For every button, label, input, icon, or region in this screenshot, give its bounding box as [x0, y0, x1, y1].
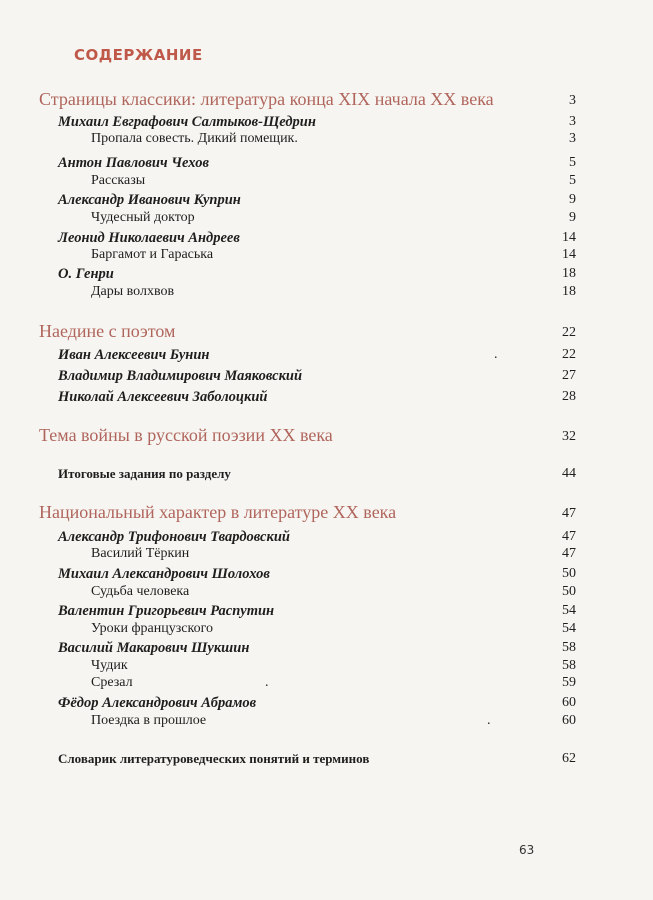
section-title: Национальный характер в литературе XX века [39, 502, 397, 522]
page-number: 28 [562, 389, 576, 404]
toc-work [0, 713, 653, 733]
toc-work [0, 621, 653, 641]
toc-extra [0, 466, 653, 486]
toc-work [0, 131, 653, 151]
stray-dot: . [487, 713, 491, 728]
page-number: 3 [569, 131, 576, 146]
page-number: 32 [562, 429, 576, 444]
author-name: Валентин Григорьевич Распутин [58, 603, 275, 619]
author-name: Михаил Евграфович Салтыков-Щедрин [58, 114, 316, 130]
stray-dot: . [265, 675, 269, 690]
toc-work [0, 546, 653, 566]
toc-author [0, 266, 653, 286]
toc-author [0, 192, 653, 212]
author-name: Николай Алексеевич Заболоцкий [58, 389, 268, 405]
author-name: Василий Макарович Шукшин [58, 640, 250, 656]
toc-section [0, 425, 653, 445]
work-title: Срезал [91, 675, 133, 690]
toc-heading: СОДЕРЖАНИЕ [74, 46, 203, 64]
author-name: Александр Иванович Куприн [58, 192, 241, 208]
work-title: Чудесный доктор [91, 210, 195, 225]
toc-author [0, 347, 653, 367]
toc-author [0, 640, 653, 660]
page-number: 3 [569, 93, 576, 108]
section-title: Страницы классики: литература конца XIX начала XX века [39, 89, 494, 109]
toc-extra [0, 751, 653, 771]
toc-author [0, 566, 653, 586]
folio-page-number: 63 [519, 843, 535, 857]
toc-author [0, 368, 653, 388]
work-title: Уроки французского [91, 621, 213, 636]
author-name: Леонид Николаевич Андреев [58, 230, 240, 246]
extra-title: Словарик литературоведческих понятий и терминов [58, 751, 370, 766]
work-title: Судьба человека [91, 584, 190, 599]
page-number: 60 [562, 695, 576, 710]
page-number: 59 [562, 675, 576, 690]
author-name: Антон Павлович Чехов [58, 155, 209, 171]
page-number: 60 [562, 713, 576, 728]
page-number: 3 [569, 114, 576, 129]
page-number: 22 [562, 325, 576, 340]
page-number: 47 [562, 529, 576, 544]
page-number: 58 [562, 640, 576, 655]
work-title: Пропала совесть. Дикий помещик. [91, 131, 298, 146]
toc-section [0, 89, 653, 109]
page-number: 62 [562, 751, 576, 766]
author-name: Александр Трифонович Твардовский [58, 529, 290, 545]
toc-work [0, 210, 653, 230]
page-number: 58 [562, 658, 576, 673]
work-title: Василий Тёркин [91, 546, 190, 561]
stray-dot: . [494, 347, 498, 362]
work-title: Поездка в прошлое [91, 713, 207, 728]
toc-author [0, 389, 653, 409]
page-number: 50 [562, 566, 576, 581]
page-number: 22 [562, 347, 576, 362]
page-number: 27 [562, 368, 576, 383]
toc-work [0, 247, 653, 267]
toc-author [0, 155, 653, 175]
page-number: 44 [562, 466, 576, 481]
section-title: Наедине с поэтом [39, 321, 176, 341]
page-number: 14 [562, 230, 576, 245]
author-name: Михаил Александрович Шолохов [58, 566, 270, 582]
extra-title: Итоговые задания по разделу [58, 466, 231, 481]
toc-work [0, 675, 653, 695]
work-title: Рассказы [91, 173, 146, 188]
section-title: Тема войны в русской поэзии XX века [39, 425, 333, 445]
page-number: 47 [562, 506, 576, 521]
toc-author [0, 603, 653, 623]
page-number: 9 [569, 210, 576, 225]
toc-work [0, 584, 653, 604]
author-name: О. Генри [58, 266, 114, 282]
toc-work [0, 284, 653, 304]
work-title: Дары волхвов [91, 284, 175, 299]
work-title: Баргамот и Гараська [91, 247, 214, 262]
page-number: 9 [569, 192, 576, 207]
toc-work [0, 173, 653, 193]
author-name: Иван Алексеевич Бунин [58, 347, 210, 363]
page-number: 54 [562, 603, 576, 618]
page-number: 5 [569, 155, 576, 170]
author-name: Фёдор Александрович Абрамов [58, 695, 257, 711]
page-number: 5 [569, 173, 576, 188]
page-number: 47 [562, 546, 576, 561]
toc-author [0, 695, 653, 715]
page-number: 18 [562, 266, 576, 281]
author-name: Владимир Владимирович Маяковский [58, 368, 303, 384]
page-number: 14 [562, 247, 576, 262]
toc-section [0, 502, 653, 522]
page-number: 18 [562, 284, 576, 299]
page-number: 54 [562, 621, 576, 636]
work-title: Чудик [91, 658, 128, 673]
toc-section [0, 321, 653, 341]
page-number: 50 [562, 584, 576, 599]
